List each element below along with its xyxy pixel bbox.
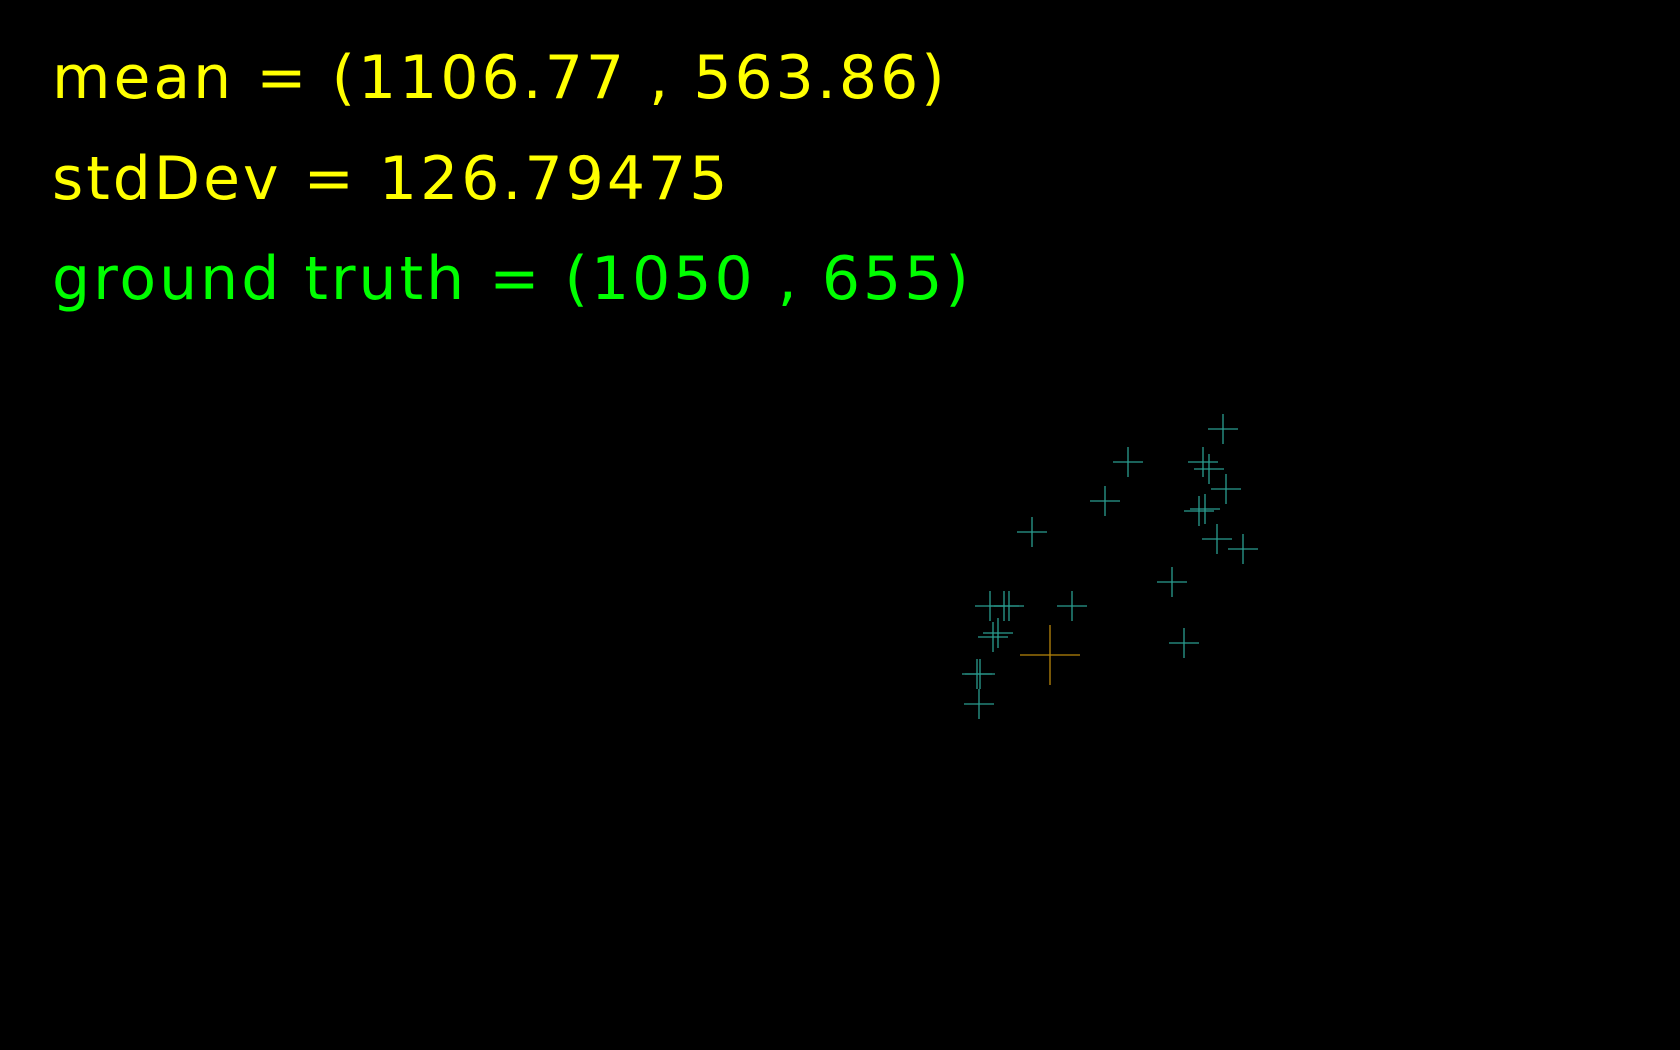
sample-marker	[1194, 454, 1224, 484]
sample-marker	[978, 622, 1008, 652]
sample-marker	[1228, 534, 1258, 564]
sample-marker	[1157, 567, 1187, 597]
sample-marker	[1188, 447, 1218, 477]
sample-marker	[1017, 517, 1047, 547]
sample-marker	[1190, 494, 1220, 524]
sample-marker	[1113, 447, 1143, 477]
sample-marker	[1057, 591, 1087, 621]
sample-marker	[964, 689, 994, 719]
sample-marker	[965, 659, 995, 689]
sample-marker	[1202, 524, 1232, 554]
ground-truth-label: ground truth = (1050 , 655)	[52, 244, 972, 314]
sample-marker	[1169, 628, 1199, 658]
sample-marker	[983, 618, 1013, 648]
mean-marker	[1020, 625, 1080, 685]
sample-marker	[1184, 496, 1214, 526]
mean-label: mean = (1106.77 , 563.86)	[52, 43, 948, 113]
sample-marker	[1211, 474, 1241, 504]
std-dev-label: stdDev = 126.79475	[52, 144, 731, 214]
sample-marker	[1208, 414, 1238, 444]
sample-marker	[994, 591, 1024, 621]
sample-marker	[1090, 486, 1120, 516]
